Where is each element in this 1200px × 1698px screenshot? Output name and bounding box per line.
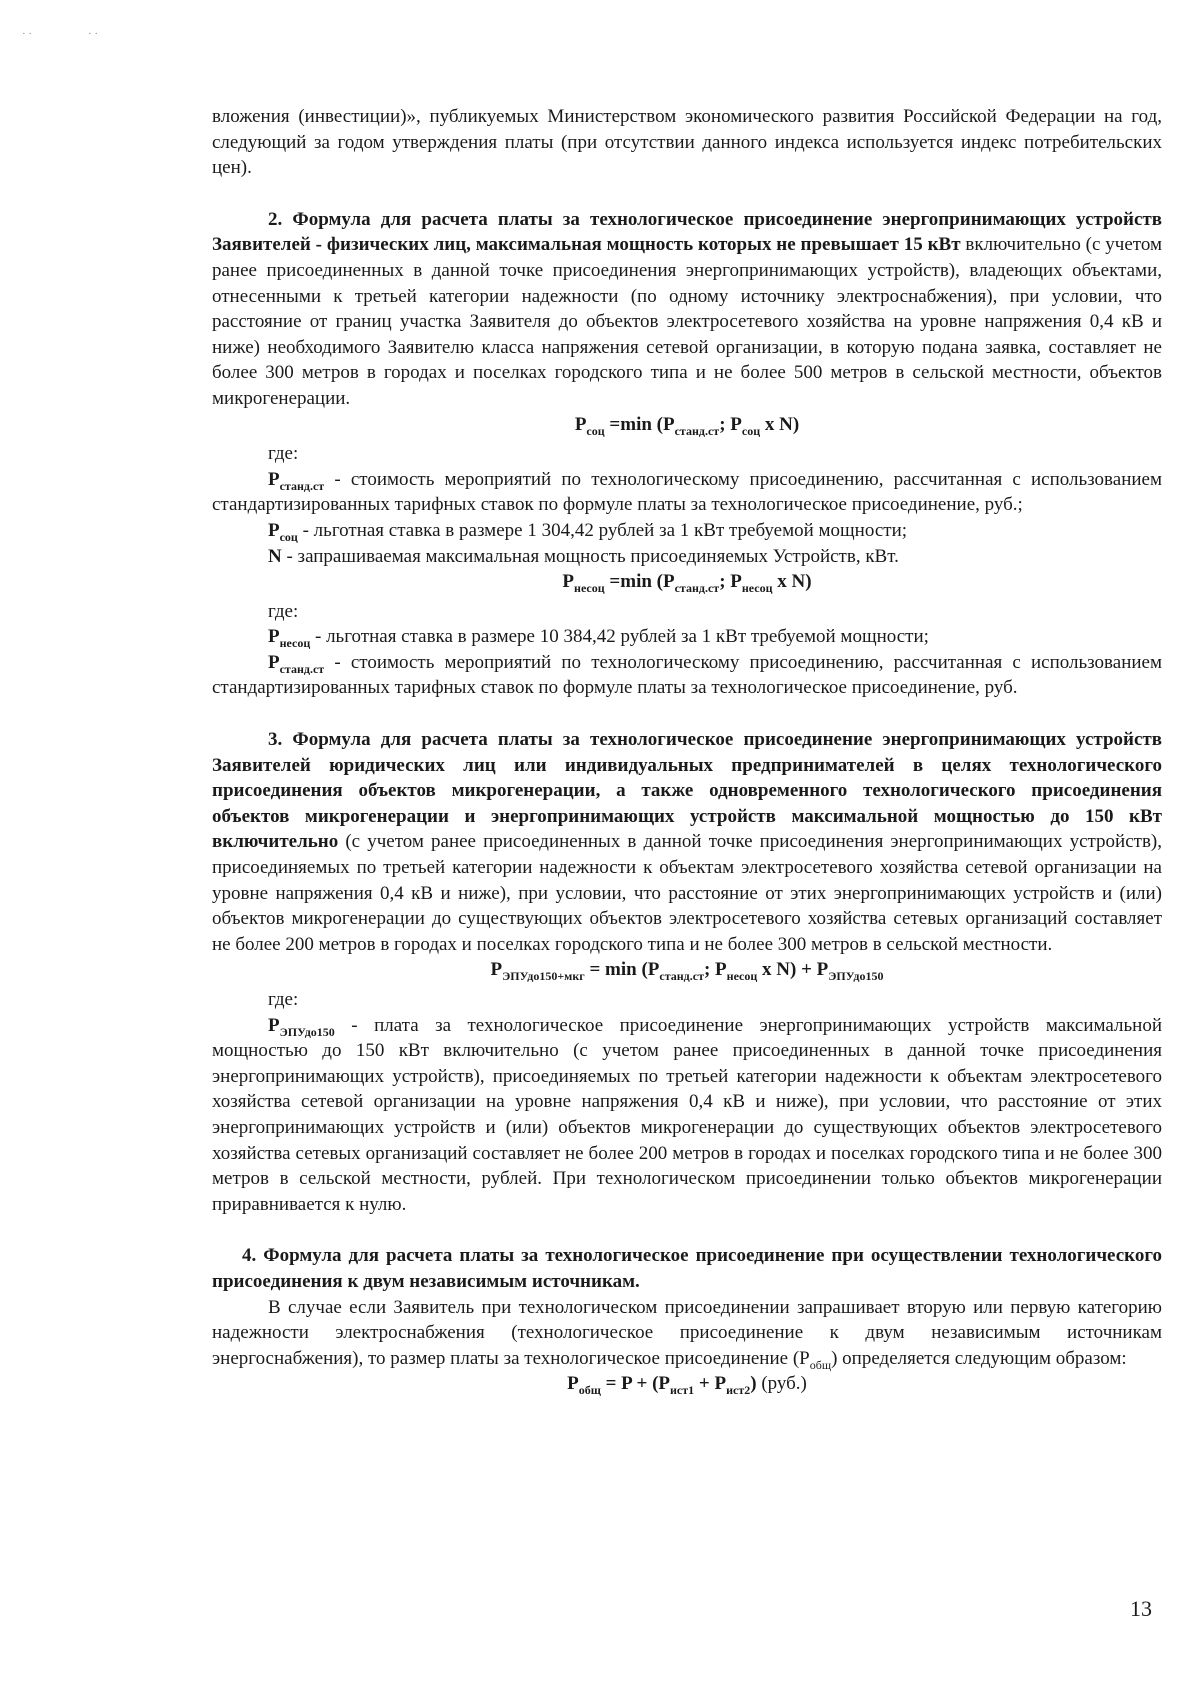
page-number: 13 <box>1130 1596 1152 1621</box>
section2-heading-bold: 2. Формула для расчета платы за технологическое присоединение энергопринимающих устройств Заявителей - физических лиц, максимальная мощность которых не превышает 15 кВт <box>212 208 1162 256</box>
intro-paragraph: вложения (инвестиции)», публикуемых Министерством экономического развития Российской Федерации на год, следующий за годом утверждения платы (при отсутствии данного индекса используется индекс потребительских цен). <box>212 106 1162 179</box>
document-page <box>212 104 1162 1397</box>
section2-heading <box>212 207 1162 412</box>
definition-epu150: $P_{ЭПУдо150}$ - плата за технологическое присоединение энергопринимающих устройств максимальной мощностью до 150 кВт включительно (с учетом ранее присоединенных в данной точке присоединения энергопринимающих устройств), присоединяемых по третьей категории надежности к объектам электросетевого хозяйства сетевой организации на уровне напряжения 0,4 кВ и ниже), при условии, что расстояние от этих энергопринимающих устройств и (или) объектов микрогенерации до существующих объектов электросетевого хозяйства сетевых организаций составляет не более 200 метров в городах и поселках городского типа и не более 300 метров в сельской местности, рублей. При технологическом присоединении только объектов микрогенерации приравнивается к нулю. <box>212 1014 1162 1215</box>
definition-soc-rate: $P_{соц}$ - льготная ставка в размере 1 304,42 рублей за 1 кВт требуемой мощности; <box>268 519 908 544</box>
where-label: где: <box>268 443 299 465</box>
definition-power: N - запрашиваемая максимальная мощность присоединяемых Устройств, кВт. <box>268 545 899 567</box>
formula-total: $P_{общ} = P + (P_{ист1} + P_{ист2})$ (руб.) <box>567 1373 807 1398</box>
section3-heading <box>212 727 1162 957</box>
definition-nesoc-rate: $P_{несоц}$ - льготная ставка в размере 10 384,42 рублей за 1 кВт требуемой мощности; <box>268 626 929 651</box>
section4-paragraph: В случае если Заявитель при технологическом присоединении запрашивает вторую или первую категорию надежности электроснабжения (технологическое присоединение к двум независимым источникам энергоснабжения), то размер платы за технологическое присоединение $(P_{общ})$ определяется следующим образом: <box>212 1296 1162 1372</box>
section2-heading-rest: включительно (с учетом ранее присоединенных в данной точке присоединения энергопринимающих устройств), владеющих объектами, отнесенными к третьей категории надежности (по одному источнику электроснабжения), при условии, что расстояние от границ участка Заявителя до объектов электросетевого хозяйства на уровне напряжения 0,4 кВ и ниже) необходимого Заявителю класса напряжения сетевой организации, в которую подана заявка, составляет не более 300 метров в городах и поселках городского типа и не более 500 метров в сельской местности, объектов микрогенерации. <box>212 234 1162 409</box>
section3-heading-rest: (с учетом ранее присоединенных в данной точке присоединения энергопринимающих устройств), присоединяемых по третьей категории надежности к объектам электросетевого хозяйства сетевой организации на уровне напряжения 0,4 кВ и ниже), при условии, что расстояние от этих энергопринимающих устройств и (или) объектов микрогенерации до существующих объектов электросетевого хозяйства сетевых организаций составляет не более 200 метров в городах и поселках городского типа и не более 300 метров в сельской местности. <box>212 831 1162 955</box>
definition-standard-cost: $P_{станд.ст}$ - стоимость мероприятий по технологическому присоединению, рассчитанная с использованием стандартизированных тарифных ставок по формуле платы за технологическое присоединение, руб.; <box>212 468 1162 516</box>
formula-microgeneration: $P_{ЭПУдо150+мкг} = \min (P_{станд.ст}$; $P_{несоц}$ х $N) + P_{ЭПУдо150}$ <box>490 959 884 984</box>
scan-speck: · · <box>88 28 99 40</box>
section4-heading: 4. Формула для расчета платы за технологическое присоединение при осуществлении технологического присоединения к двум независимым источникам. <box>212 1245 1162 1292</box>
definition-standard-cost-2: $P_{станд.ст}$ - стоимость мероприятий по технологическому присоединению, рассчитанная с использованием стандартизированных тарифных ставок по формуле платы за технологическое присоединение, руб. <box>212 651 1162 699</box>
where-label: где: <box>268 989 299 1010</box>
formula-nesoc: $P_{несоц} =\min$ ($P_{станд.ст}$; $P_{несоц}$ х N) <box>562 571 812 595</box>
section3-heading-bold: 3. Формула для расчета платы за технологическое присоединение энергопринимающих устройств Заявителей юридических лиц или индивидуальных предпринимателей в целях технологического присоединения объектов микрогенерации, а также одновременного технологического присоединения объектов микрогенерации и энергопринимающих устройств максимальной мощностью до 150 кВт включительно <box>212 729 1162 853</box>
formula-soc: $P_{соц} =\min$ ($P_{станд.ст}$; $P_{соц}$ х N) <box>574 413 800 438</box>
scan-speck: · · <box>22 28 33 40</box>
where-label: где: <box>268 600 299 622</box>
